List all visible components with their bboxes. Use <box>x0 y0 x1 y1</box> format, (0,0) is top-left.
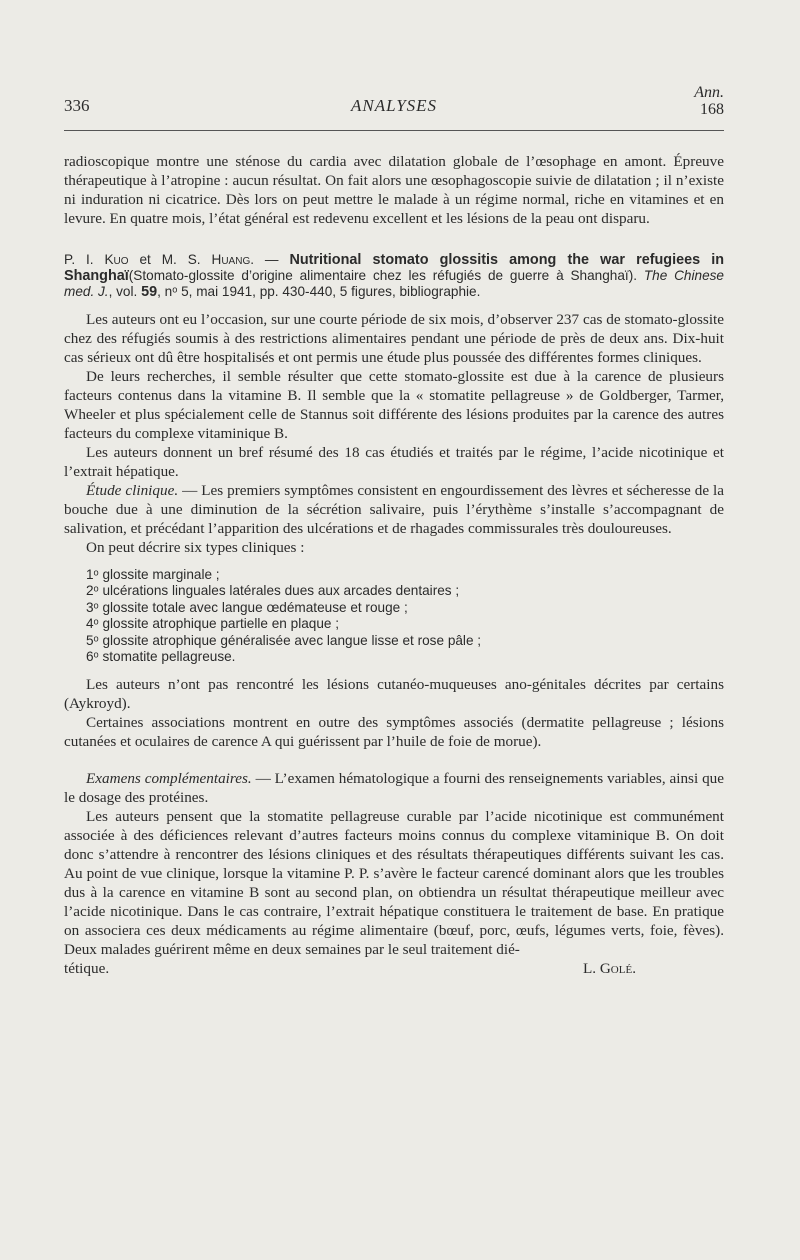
page-number: 336 <box>64 96 90 115</box>
examens-label: Examens complémentaires. <box>86 770 252 788</box>
list-item: 4ᵒ glossite atrophique partielle en plaque ; <box>86 616 340 632</box>
volume-number: 168 <box>700 101 724 118</box>
citation-author1: Kuo <box>104 252 129 267</box>
list-item: 1ᵒ glossite marginale ; <box>86 567 220 582</box>
running-title: ANALYSES <box>350 96 438 115</box>
paragraph-4: Les auteurs n’ont pas rencontré les lésions cutanéo-muqueuses ano-génitales décrites par certains (Aykroyd). <box>64 676 724 713</box>
paragraph-5: Certaines associations montrent en outre des symptômes associés (dermatite pellagreuse ; lésions cutanées et oculaires de carence A qui guérissent par l’huile de foie de morue). <box>64 714 724 751</box>
list-item: 5ᵒ glossite atrophique généralisée avec langue lisse et rose pâle ; <box>86 632 482 648</box>
journal-abbr: Ann. <box>694 84 724 101</box>
paragraph-1: Les auteurs ont eu l’occasion, sur une courte période de six mois, d’observer 237 cas de stomato-glossite chez des réfugiés soumis à des restrictions alimentaires pendant une période de près de deux ans. Dix-huit cas sérieux ont dû être hospitalisés et ont permis une étude plus poussée des différentes formes cliniques. <box>64 311 724 366</box>
citation-journal: The Chinese med. J. <box>64 268 724 299</box>
journal-page <box>64 72 725 978</box>
list-item: 3ᵒ glossite totale avec langue œdémateuse et rouge ; <box>86 599 408 615</box>
journal-reference <box>694 84 724 118</box>
examens-text: — L’examen hématologique a fourni des renseignements variables, ainsi que le dosage des protéines. <box>64 770 725 807</box>
citation-authors-mid: et M. S. <box>128 252 212 267</box>
citation-dash: . — <box>250 252 290 267</box>
citation-author2: Huang <box>211 252 251 267</box>
etude-label: Étude clinique. <box>86 482 179 499</box>
final-paragraph: Les auteurs pensent que la stomatite pellagreuse curable par l’acide nicotinique est communément associée à des déficiences relevant d’autres facteurs moins connus du complexe vitaminique B. On doit donc s’attendre à rencontrer des lésions cliniques et des résultats thérapeutiques différents suivant les cas. Au point de vue clinique, lorsque la vitamine P. P. s’avère le facteur carencé dominant alors que les troubles dus à la carence en vitamine B sont au second plan, on obtiendra un résultat thérapeutique meilleur avec l’acide nicotinique. Dans le cas contraire, l’extrait hépatique constituera le traitement de base. En pratique on associera ces deux médicaments au régime alimentaire (bœuf, porc, œufs, légumes verts, foie, fèves). Deux malades guérirent même en deux semaines par le seul traitement dié- <box>64 808 724 959</box>
article-body <box>64 152 724 978</box>
signature-line <box>64 959 724 978</box>
intro-paragraph: radioscopique montre une sténose du cardia avec dilatation globale de l’œsophage en amont. Épreuve thérapeutique à l’atropine : aucun résultat. On fait alors une œsophagoscopie suivie de dilatation ; il n’existe ni induration ni cicatrice. Dès lors on peut mettre le malade à un régime normal, riche en vitamines et en levure. En quatre mois, l’état général est redevenu excellent et les lésions de la peau ont disparu. <box>64 153 724 227</box>
citation-subtitle: (Stomato-glossite d’origine alimentaire chez les réfugiés de guerre à Shanghaï). <box>128 268 644 283</box>
header-rule <box>64 130 724 131</box>
examens-paragraph <box>64 769 724 807</box>
citation-volume: 59 <box>141 284 158 300</box>
citation <box>64 252 724 300</box>
list-item: 6ᵒ stomatite pellagreuse. <box>86 649 236 665</box>
last-word: tétique. <box>64 960 110 978</box>
etude-paragraph <box>64 481 724 538</box>
citation-title: Nutritional stomato glossitis among the war refugiees in Shanghaï <box>64 252 725 284</box>
citation-authors-pre: P. I. <box>64 252 105 267</box>
list-item: 2ᵒ ulcérations linguales latérales dues aux arcades dentaires ; <box>86 583 460 599</box>
citation-details: , nᵒ 5, mai 1941, pp. 430-440, 5 figures, bibliographie. <box>157 284 481 299</box>
etude-text: — Les premiers symptômes consistent en engourdissement des lèvres et sécheresse de la bouche due à une diminution de la sécrétion salivaire, puis l’érythème s’installe s’accompagnant de salivation, et précédant l’apparition des ulcérations et de rhagades commissurales très douloureuses. <box>64 482 724 537</box>
author-signature: L. Golé. <box>582 960 636 978</box>
citation-vol-pre: , vol. <box>108 284 142 299</box>
paragraph-3: Les auteurs donnent un bref résumé des 18 cas étudiés et traités par le régime, l’acide nicotinique et l’extrait hépatique. <box>64 444 724 480</box>
paragraph-2: De leurs recherches, il semble résulter que cette stomato-glossite est due à la carence de plusieurs facteurs contenus dans la vitamine B. Il semble que la « stomatite pellagreuse » de Goldberger, Tarmer, Wheeler et plus spécialement celle de Stannus soit différente des lésions produites par la carence des autres facteurs du complexe vitaminique B. <box>64 368 724 442</box>
types-intro: On peut décrire six types cliniques : <box>86 539 305 556</box>
clinical-types-list <box>64 567 724 665</box>
page-header <box>64 72 724 120</box>
